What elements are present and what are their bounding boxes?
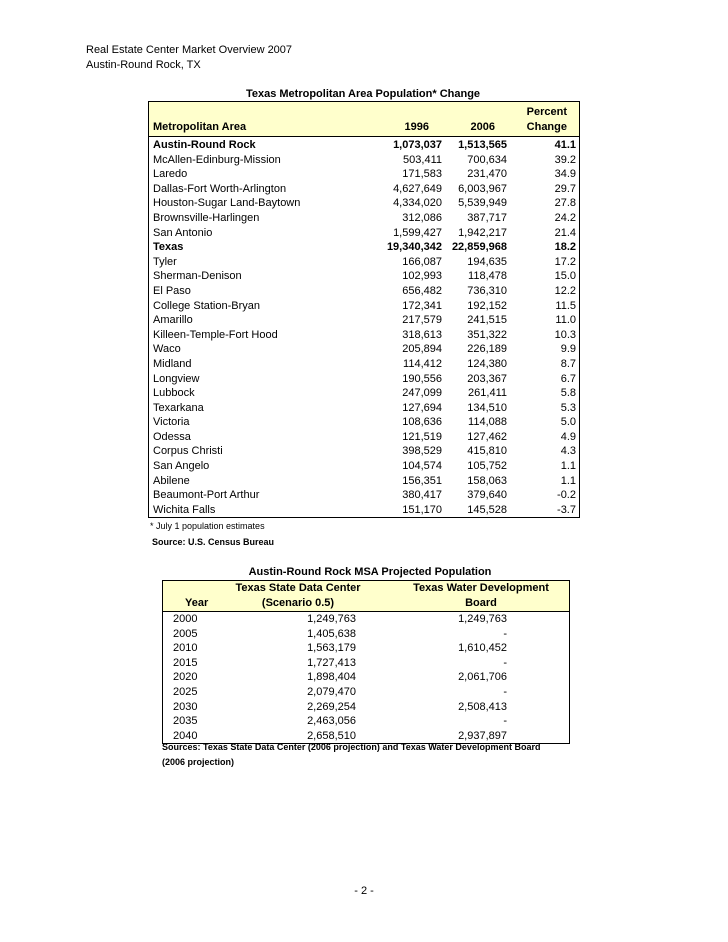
projection-sources-line2: (2006 projection): [162, 757, 235, 767]
metro-area-name: Victoria: [153, 416, 190, 429]
twdb-projection: -: [503, 627, 507, 640]
table-row: [149, 226, 579, 241]
percent-change: 1.1: [560, 460, 576, 473]
percent-change: 8.7: [560, 357, 576, 370]
metro-area-name: Lubbock: [153, 387, 195, 400]
report-location: Austin-Round Rock, TX: [86, 59, 201, 71]
percent-change: 11.0: [555, 314, 576, 327]
table-row: [149, 167, 579, 182]
table-row: [149, 211, 579, 226]
metro-area-name: Tyler: [153, 255, 177, 268]
percent-change: 15.0: [554, 270, 576, 283]
document-header: [86, 43, 292, 73]
percent-change: 34.9: [554, 168, 576, 181]
table-row: [149, 357, 579, 372]
population-2006: 226,189: [467, 343, 507, 356]
metro-area-name: Abilene: [153, 474, 190, 487]
population-2006: 192,152: [467, 299, 507, 312]
metro-area-name: Amarillo: [153, 314, 193, 327]
metro-area-name: Longview: [153, 372, 200, 385]
metro-area-name: San Angelo: [153, 460, 210, 473]
population-2006: 261,411: [468, 387, 507, 400]
population-2006: 145,528: [467, 503, 507, 516]
metro-area-name: Dallas-Fort Worth-Arlington: [153, 182, 287, 195]
sdc-projection: 1,727,413: [307, 656, 356, 669]
metro-area-name: Texas: [153, 241, 184, 254]
col-header-twdb-board: Board: [465, 597, 497, 609]
page-number: - 2 -: [354, 885, 374, 897]
table-row: [163, 612, 569, 627]
population-1996: 656,482: [402, 284, 442, 297]
metro-area-name: Sherman-Denison: [153, 270, 242, 283]
projected-population-table-header: [163, 581, 569, 612]
projected-population-table-body: [163, 612, 569, 743]
percent-change: 24.2: [554, 211, 576, 224]
population-change-table-title: Texas Metropolitan Area Population* Change: [245, 88, 481, 100]
percent-change: 4.9: [560, 430, 576, 443]
table-row: [149, 401, 579, 416]
population-change-table: [148, 101, 580, 518]
twdb-projection: 2,508,413: [458, 700, 507, 713]
population-1996: 503,411: [403, 153, 442, 166]
twdb-projection: 2,061,706: [458, 671, 507, 684]
projection-year: 2025: [173, 685, 198, 698]
percent-change: -3.7: [557, 503, 576, 516]
population-2006: 1,513,565: [458, 139, 507, 151]
report-title: Real Estate Center Market Overview 2007: [86, 44, 293, 56]
table-row: [163, 714, 569, 729]
metro-area-name: Wichita Falls: [153, 503, 216, 516]
projection-year: 2030: [173, 700, 198, 713]
population-1996: 102,993: [402, 270, 442, 283]
projection-year: 2035: [173, 715, 198, 728]
table-footnote: * July 1 population estimates: [150, 521, 265, 531]
table-row: [149, 415, 579, 430]
population-2006: 700,634: [467, 153, 507, 166]
table-row: [149, 255, 579, 270]
population-1996: 190,556: [402, 372, 442, 385]
col-header-1996: 1996: [404, 121, 429, 133]
population-1996: 19,340,342: [386, 241, 442, 254]
table-row: [149, 138, 579, 153]
table-row: [149, 386, 579, 401]
population-1996: 318,613: [402, 328, 442, 341]
population-1996: 4,334,020: [393, 197, 442, 210]
sdc-projection: 1,249,763: [307, 613, 356, 625]
population-1996: 104,574: [402, 460, 442, 473]
table-row: [149, 182, 579, 197]
population-change-table-body: [149, 137, 579, 517]
percent-change: 39.2: [554, 153, 576, 166]
metro-area-name: Beaumont-Port Arthur: [153, 489, 260, 502]
table-row: [149, 153, 579, 168]
population-1996: 172,341: [402, 299, 442, 312]
table-row: [149, 328, 579, 343]
population-1996: 171,583: [402, 168, 442, 181]
population-2006: 158,063: [467, 474, 507, 487]
population-1996: 4,627,649: [393, 182, 442, 195]
projection-year: 2000: [173, 613, 198, 625]
metro-area-name: Brownsville-Harlingen: [153, 211, 260, 224]
percent-change: 29.7: [554, 182, 576, 195]
metro-area-name: College Station-Bryan: [153, 299, 261, 312]
twdb-projection: -: [503, 685, 507, 698]
metro-area-name: Killeen-Temple-Fort Hood: [153, 328, 278, 341]
table-row: [163, 656, 569, 671]
projection-sources-line1: Sources: Texas State Data Center (2006 projection) and Texas Water Development Board: [162, 742, 541, 752]
table-row: [163, 700, 569, 715]
twdb-projection: -: [503, 656, 507, 669]
metro-area-name: San Antonio: [153, 226, 213, 239]
table-row: [149, 372, 579, 387]
sdc-projection: 1,405,638: [307, 627, 356, 640]
population-2006: 1,942,217: [458, 226, 507, 239]
population-1996: 1,599,427: [393, 226, 442, 239]
population-1996: 108,636: [402, 416, 442, 429]
table-row: [149, 459, 579, 474]
table-row: [149, 313, 579, 328]
table-row: [149, 299, 579, 314]
table-row: [149, 488, 579, 503]
projection-year: 2020: [173, 671, 198, 684]
population-change-table-header: [149, 102, 579, 137]
population-1996: 121,519: [402, 430, 442, 443]
twdb-projection: 1,249,763: [458, 613, 507, 625]
twdb-projection: -: [503, 715, 507, 728]
population-1996: 156,351: [402, 474, 442, 487]
metro-area-name: Austin-Round Rock: [153, 139, 256, 151]
percent-change: 4.3: [560, 445, 576, 458]
col-header-twdb: Texas Water Development: [413, 582, 549, 594]
projection-year: 2015: [173, 656, 198, 669]
population-2006: 241,515: [467, 314, 507, 327]
projection-year: 2005: [173, 627, 198, 640]
twdb-projection: 1,610,452: [458, 642, 507, 655]
sdc-projection: 1,898,404: [307, 671, 356, 684]
percent-change: 5.0: [560, 416, 576, 429]
percent-change: 41.1: [554, 139, 576, 151]
table-row: [149, 503, 579, 518]
metro-area-name: Corpus Christi: [153, 445, 223, 458]
percent-change: 18.2: [554, 241, 576, 254]
population-2006: 6,003,967: [458, 182, 507, 195]
projection-year: 2040: [173, 729, 198, 742]
table-row: [163, 685, 569, 700]
population-2006: 127,462: [467, 430, 507, 443]
projection-year: 2010: [173, 642, 198, 655]
percent-change: 6.7: [560, 372, 576, 385]
metro-area-name: Odessa: [153, 430, 191, 443]
projected-population-table: [162, 580, 570, 744]
percent-change: 27.8: [554, 197, 576, 210]
percent-change: 5.8: [560, 387, 576, 400]
sdc-projection: 2,269,254: [307, 700, 356, 713]
metro-area-name: El Paso: [153, 284, 191, 297]
percent-change: 9.9: [560, 343, 576, 356]
population-2006: 118,478: [468, 270, 507, 283]
population-2006: 105,752: [467, 460, 507, 473]
col-header-metropolitan-area: Metropolitan Area: [153, 121, 247, 133]
population-2006: 114,088: [468, 416, 507, 429]
table-row: [163, 627, 569, 642]
table-row: [149, 240, 579, 255]
table-row: [149, 196, 579, 211]
percent-change: 17.2: [554, 255, 576, 268]
table-row: [149, 430, 579, 445]
percent-change: 21.4: [554, 226, 576, 239]
population-1996: 217,579: [402, 314, 442, 327]
sdc-projection: 1,563,179: [307, 642, 356, 655]
population-2006: 736,310: [467, 284, 507, 297]
table-row: [149, 284, 579, 299]
col-header-sdc-scenario: (Scenario 0.5): [261, 597, 335, 609]
table-row: [149, 444, 579, 459]
population-1996: 151,170: [402, 503, 442, 516]
sdc-projection: 2,463,056: [307, 715, 356, 728]
population-1996: 312,086: [402, 211, 442, 224]
population-2006: 415,810: [467, 445, 507, 458]
twdb-projection: 2,937,897: [458, 729, 507, 742]
population-2006: 387,717: [467, 211, 507, 224]
population-1996: 1,073,037: [393, 139, 442, 151]
metro-area-name: Texarkana: [153, 401, 204, 414]
metro-area-name: Waco: [153, 343, 181, 356]
metro-area-name: Midland: [153, 357, 192, 370]
sdc-projection: 2,079,470: [307, 685, 356, 698]
population-2006: 379,640: [467, 489, 507, 502]
population-1996: 114,412: [403, 357, 442, 370]
population-1996: 247,099: [402, 387, 442, 400]
table-row: [163, 641, 569, 656]
percent-change: 5.3: [560, 401, 576, 414]
metro-area-name: Houston-Sugar Land-Baytown: [153, 197, 301, 210]
table-row: [163, 670, 569, 685]
percent-change: 1.1: [560, 474, 576, 487]
col-header-change: Change: [526, 121, 567, 133]
population-1996: 127,694: [402, 401, 442, 414]
population-2006: 194,635: [467, 255, 507, 268]
percent-change: -0.2: [557, 489, 576, 502]
sdc-projection: 2,658,510: [307, 729, 356, 742]
col-header-sdc: Texas State Data Center: [235, 582, 361, 594]
population-2006: 351,322: [467, 328, 507, 341]
percent-change: 12.2: [554, 284, 576, 297]
metro-area-name: Laredo: [153, 168, 188, 181]
table-row: [149, 269, 579, 284]
population-2006: 203,367: [467, 372, 507, 385]
percent-change: 10.3: [554, 328, 576, 341]
percent-change: 11.5: [555, 299, 576, 312]
population-1996: 380,417: [402, 489, 442, 502]
population-2006: 124,380: [467, 357, 507, 370]
population-2006: 231,470: [467, 168, 507, 181]
col-header-year: Year: [185, 597, 209, 609]
population-1996: 166,087: [402, 255, 442, 268]
population-1996: 205,894: [402, 343, 442, 356]
projection-sources: [162, 740, 582, 770]
table-row: [149, 474, 579, 489]
col-header-2006: 2006: [470, 121, 495, 133]
population-2006: 5,539,949: [458, 197, 507, 210]
population-1996: 398,529: [402, 445, 442, 458]
table-row: [149, 342, 579, 357]
projected-population-table-title: Austin-Round Rock MSA Projected Population: [248, 566, 492, 578]
metro-area-name: McAllen-Edinburg-Mission: [153, 153, 281, 166]
population-2006: 134,510: [467, 401, 507, 414]
table-source: Source: U.S. Census Bureau: [152, 537, 275, 547]
col-header-percent: Percent: [526, 106, 567, 118]
population-2006: 22,859,968: [451, 241, 507, 254]
